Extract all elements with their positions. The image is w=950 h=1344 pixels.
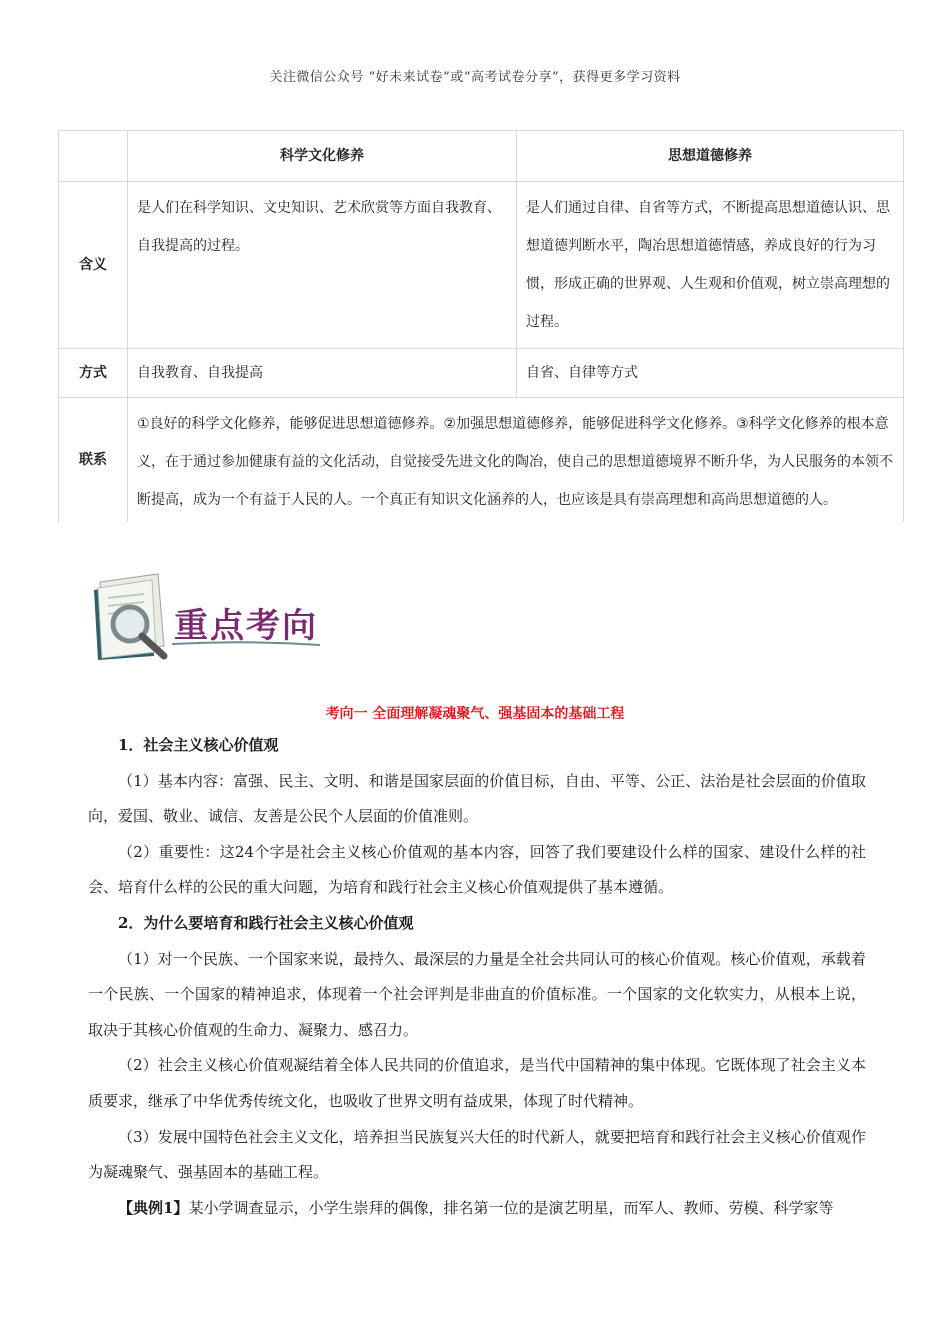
paragraph: （2）重要性：这24个字是社会主义核心价值观的基本内容，回答了我们要建设什么样的国家、建设什么样的社会、培育什么样的公民的重大问题，为培育和践行社会主义核心价值观提供了基本遵循。: [88, 842, 866, 897]
table-row: [59, 398, 904, 522]
magnifier-document-icon: [92, 572, 178, 660]
cell-meaning-morality: 是人们通过自律、自省等方式，不断提高思想道德认识、思想道德判断水平，陶冶思想道德情感，养成良好的行为习惯，形成正确的世界观、人生观和价值观，树立崇高理想的过程。: [517, 182, 904, 349]
table-row: [59, 349, 904, 398]
key-focus-banner: [92, 572, 332, 660]
table-row: [59, 182, 904, 349]
row-label-relation: 联系: [59, 398, 128, 522]
column-header-science: 科学文化修养: [128, 131, 517, 182]
comparison-table: [58, 130, 904, 522]
paragraph: （1）基本内容：富强、民主、文明、和谐是国家层面的价值目标，自由、平等、公正、法治是社会层面的价值取向，爱国、敬业、诚信、友善是公民个人层面的价值准则。: [88, 771, 866, 826]
paragraph: （1）对一个民族、一个国家来说，最持久、最深层的力量是全社会共同认可的核心价值观。核心价值观，承载着一个民族、一个国家的精神追求，体现着一个社会评判是非曲直的价值标准。一个国家的文化软实力，从根本上说，取决于其核心价值观的生命力、凝聚力、感召力。: [88, 949, 866, 1039]
row-label-method: 方式: [59, 349, 128, 398]
banner-underline: [172, 640, 320, 648]
example-label: 【典例1】: [118, 1198, 189, 1217]
banner-title: 重点考向: [174, 606, 318, 646]
page-header: 关注微信公众号 “好未来试卷”或“高考试卷分享”，获得更多学习资料: [269, 70, 681, 85]
row-label-meaning: 含义: [59, 182, 128, 349]
cell-method-morality: 自省、自律等方式: [517, 349, 904, 398]
cell-method-science: 自我教育、自我提高: [128, 349, 517, 398]
subheading-core-values: 1．社会主义核心价值观: [118, 736, 279, 754]
example-text: 某小学调查显示，小学生崇拜的偶像，排名第一位的是演艺明星，而军人、教师、劳模、科学家等: [188, 1198, 834, 1217]
cell-meaning-science: 是人们在科学知识、文史知识、艺术欣赏等方面自我教育、自我提高的过程。: [128, 182, 517, 349]
example-paragraph: [88, 1191, 866, 1227]
table-corner-cell: [59, 131, 128, 182]
column-header-morality: 思想道德修养: [517, 131, 904, 182]
paragraph: （3）发展中国特色社会主义文化，培养担当民族复兴大任的时代新人，就要把培育和践行社会主义核心价值观作为凝魂聚气、强基固本的基础工程。: [88, 1127, 866, 1182]
section-title: 考向一 全面理解凝魂聚气、强基固本的基础工程: [325, 706, 625, 722]
table-header-row: [59, 131, 904, 182]
cell-relation: ①良好的科学文化修养，能够促进思想道德修养。②加强思想道德修养，能够促进科学文化修养。③科学文化修养的根本意义，在于通过参加健康有益的文化活动，自觉接受先进文化的陶冶，使自己的思想道德境界不断升华，为人民服务的本领不断提高，成为一个有益于人民的人。一个真正有知识文化涵养的人，也应该是具有崇高理想和高尚思想道德的人。: [128, 398, 904, 522]
paragraph: （2）社会主义核心价值观凝结着全体人民共同的价值追求，是当代中国精神的集中体现。它既体现了社会主义本质要求，继承了中华优秀传统文化，也吸收了世界文明有益成果，体现了时代精神。: [88, 1056, 866, 1110]
main-content: [88, 728, 866, 1226]
subheading-why-cultivate: 2．为什么要培育和践行社会主义核心价值观: [118, 913, 414, 932]
